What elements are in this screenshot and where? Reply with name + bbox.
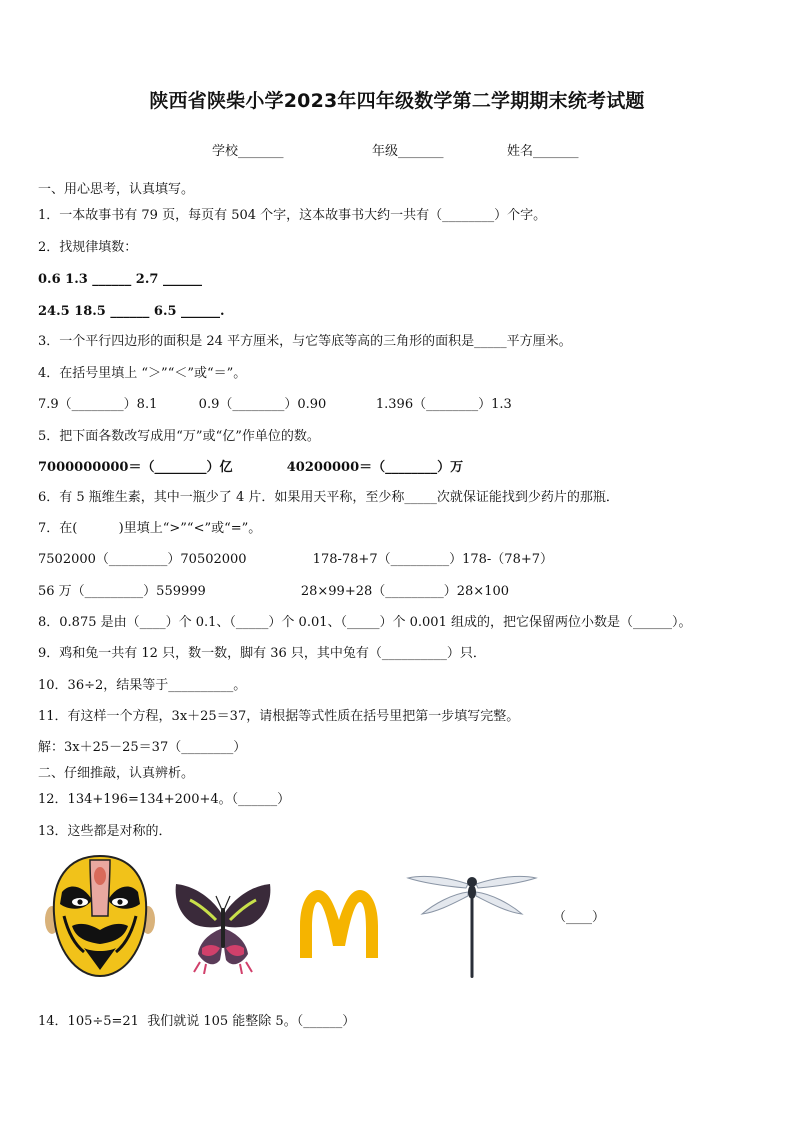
question-6: 6．有 5 瓶维生素，其中一瓶少了 4 片．如果用天平称，至少称_____次就保证能找到少药片的那瓶． (38, 490, 619, 505)
question-2: 2．找规律填数： (38, 240, 138, 255)
question-13: 13．这些都是对称的． (38, 824, 172, 839)
question-4-items: 7.9（________）8.1 0.9（________）0.90 1.396（________）1.3 (38, 397, 512, 412)
question-2-sequence-a: 0.6 1.3 ______ 2.7 ______ (38, 272, 202, 287)
section-1-heading: 一、用心思考，认真填写。 (38, 182, 195, 197)
school-field: 学校_______ (212, 144, 284, 159)
question-7-row-b: 56 万（_________）559999 28×99+28（_________）28×100 (38, 584, 510, 599)
butterfly-icon (170, 882, 276, 974)
question-14: 14．105÷5=21 我们就说 105 能整除 5。（______） (38, 1014, 356, 1029)
question-1: 1．一本故事书有 79 页，每页有 504 个字，这本故事书大约一共有（________）个字。 (38, 208, 547, 223)
question-7: 7．在( )里填上“>”“<”或“=”。 (38, 521, 262, 536)
question-10: 10．36÷2，结果等于__________。 (38, 678, 247, 693)
question-11: 11．有这样一个方程，3x＋25＝37，请根据等式性质在括号里把第一步填写完整。 (38, 709, 520, 724)
page-title: 陕西省陕柴小学2023年四年级数学第二学期期末统考试题 (149, 90, 645, 112)
question-4: 4．在括号里填上 “＞”“＜”或“＝”。 (38, 366, 247, 381)
name-field: 姓名_______ (507, 144, 579, 159)
dragonfly-icon (404, 868, 540, 982)
question-12: 12．134+196=134+200+4。（______） (38, 792, 291, 807)
question-5-items: 7000000000＝（________）亿 40200000＝（________）万 (38, 460, 464, 475)
question-13-answer-blank: （____） (553, 910, 606, 925)
grade-field: 年级_______ (372, 144, 444, 159)
section-2-heading: 二、仔细推敲，认真辨析。 (38, 766, 195, 781)
mcdonalds-logo-icon (296, 886, 382, 960)
question-7-row-a: 7502000（_________）70502000 178-78+7（_________）178-（78+7） (38, 552, 554, 567)
question-3: 3．一个平行四边形的面积是 24 平方厘米，与它等底等高的三角形的面积是_____平方厘米。 (38, 334, 572, 349)
question-9: 9．鸡和兔一共有 12 只，数一数，脚有 36 只，其中兔有（__________）只． (38, 646, 486, 661)
opera-mask-icon (44, 852, 156, 980)
question-11-solution: 解：3x＋25－25＝37（________） (38, 740, 247, 755)
question-8: 8．0.875 是由（____）个 0.1、（_____）个 0.01、（_____）个 0.001 组成的，把它保留两位小数是（______）。 (38, 615, 692, 630)
question-2-sequence-b: 24.5 18.5 ______ 6.5 ______. (38, 304, 225, 319)
question-5: 5．把下面各数改写成用“万”或“亿”作单位的数。 (38, 429, 320, 444)
